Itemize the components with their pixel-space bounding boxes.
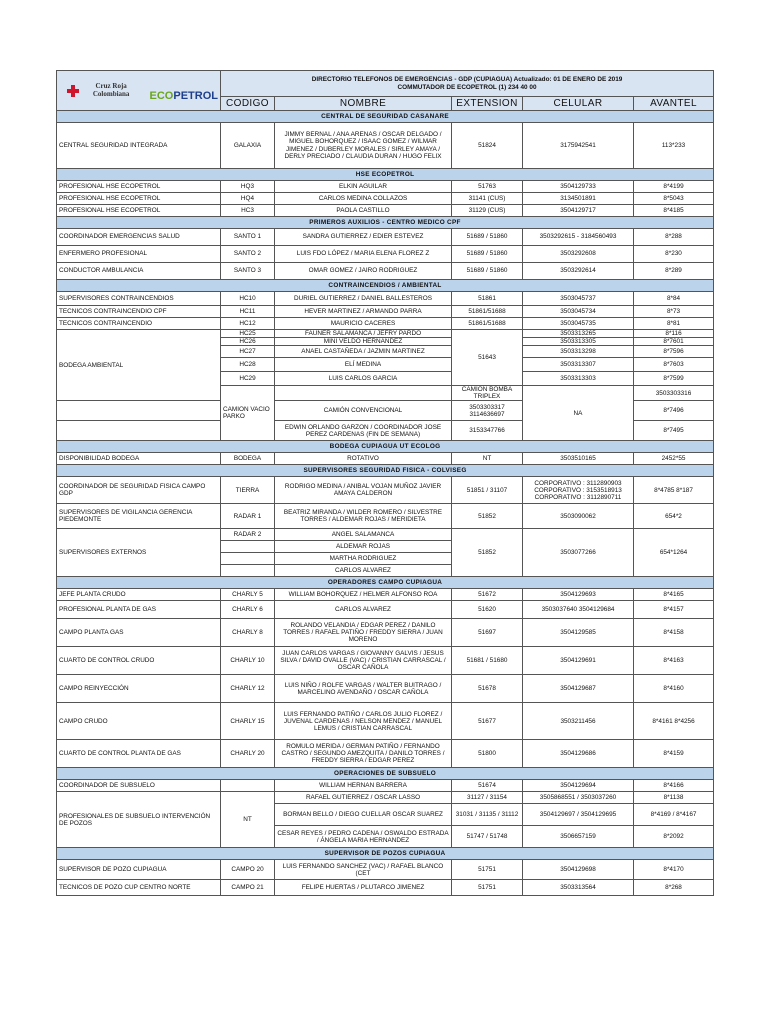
- table-row: [57, 601, 714, 619]
- avantel-cell: 2452*55: [634, 453, 714, 465]
- area-cell: SUPERVISORES DE VIGILANCIA GERENCIA PIEDEMONTE: [57, 504, 221, 529]
- table-row: [57, 860, 714, 880]
- name-cell: LUIS CARLOS GARCIA: [275, 372, 452, 386]
- extension-cell: NA: [523, 386, 634, 441]
- extension-cell: 51763: [452, 181, 523, 193]
- table-row: [57, 477, 714, 504]
- section-title: BODEGA CUPIAGUA UT ECOLOG: [57, 441, 714, 453]
- section-header: [57, 111, 714, 123]
- section-title: OPERACIONES DE SUBSUELO: [57, 768, 714, 780]
- extension-cell: 51824: [452, 123, 523, 169]
- code-cell: CAMPO 21: [221, 880, 275, 896]
- avantel-cell: 654*1264: [634, 529, 714, 577]
- celular-cell: 3505868551 / 3503037260: [523, 792, 634, 804]
- code-cell: CHARLY 12: [221, 675, 275, 703]
- section-header: [57, 848, 714, 860]
- celular-cell: 3503077266: [523, 529, 634, 577]
- celular-cell: CORPORATIVO : 3112890903 CORPORATIVO : 3153518913 CORPORATIVO : 3112890711: [523, 477, 634, 504]
- area-cell: CAMPO CRUDO: [57, 703, 221, 740]
- avantel-cell: 8*4157: [634, 601, 714, 619]
- table-row: [57, 675, 714, 703]
- avantel-cell: 8*4170: [634, 860, 714, 880]
- code-cell: SANTO 1: [221, 229, 275, 246]
- celular-cell: 3175942541: [523, 123, 634, 169]
- name-cell: LUIS NIÑO / ROLFE VARGAS / WALTER BUITRAGO / MARCELINO AVENDAÑO / OSCAR CAÑOLA: [275, 675, 452, 703]
- table-row: [57, 589, 714, 601]
- extension-cell: 51861/51688: [452, 318, 523, 330]
- avantel-cell: 8*81: [634, 318, 714, 330]
- name-cell: RODRIGO MEDINA / ANIBAL VOJAN MUÑOZ JAVIER AMAYA CALDERON: [275, 477, 452, 504]
- code-cell: CHARLY 20: [221, 740, 275, 768]
- extension-cell: 51751: [452, 860, 523, 880]
- avantel-cell: 8*84: [634, 292, 714, 306]
- extension-cell: 51800: [452, 740, 523, 768]
- extension-cell: 51852: [452, 504, 523, 529]
- name-cell: PAOLA CASTILLO: [275, 205, 452, 217]
- directory-title: DIRECTORIO TELEFONOS DE EMERGENCIAS - GDP (CUPIAGUA) Actualizado: 01 DE ENERO DE 2019 COMMUTADOR DE ECOPETROL (1) 234 40 00: [221, 71, 714, 97]
- extension-cell: 51677: [452, 703, 523, 740]
- code-cell: GALAXIA: [221, 123, 275, 169]
- celular-cell: 3506657159: [523, 826, 634, 848]
- name-cell: FELIPE HUERTAS / PLUTARCO JIMENEZ: [275, 880, 452, 896]
- name-cell: JUAN CARLOS VARGAS / GIOVANNY GALVIS / JESUS SILVA / DAVID OVALLE (VAC) / CRISTIAN CARRASCAL / OSCAR CAÑOLA: [275, 647, 452, 675]
- code-cell: CHARLY 5: [221, 589, 275, 601]
- code-cell: HC25: [221, 330, 275, 338]
- table-row: [57, 318, 714, 330]
- extension-cell: 51751: [452, 880, 523, 896]
- area-cell: PROFESIONAL HSE ECOPETROL: [57, 181, 221, 193]
- code-cell: SANTO 2: [221, 246, 275, 263]
- area-cell: CUARTO DE CONTROL CRUDO: [57, 647, 221, 675]
- celular-cell: 3153347766: [452, 421, 523, 441]
- cruz-roja-logo-text: Cruz Roja Colombiana: [92, 81, 130, 98]
- section-title: HSE ECOPETROL: [57, 169, 714, 181]
- code-cell: HC12: [221, 318, 275, 330]
- logo-cell: [57, 71, 221, 111]
- code-cell: CHARLY 6: [221, 601, 275, 619]
- avantel-cell: 8*73: [634, 306, 714, 318]
- ecopetrol-logo: ECOPETROL: [149, 90, 218, 103]
- code-cell: [57, 421, 221, 441]
- table-row: [57, 703, 714, 740]
- code-cell: HQ4: [221, 193, 275, 205]
- code-cell: NT: [221, 792, 275, 848]
- extension-cell: 51620: [452, 601, 523, 619]
- area-cell: CENTRAL SEGURIDAD INTEGRADA: [57, 123, 221, 169]
- code-cell: [57, 401, 221, 421]
- area-cell: PROFESIONALES DE SUBSUELO INTERVENCIÓN DE POZOS: [57, 792, 221, 848]
- table-row: [57, 181, 714, 193]
- extension-cell: 51697: [452, 619, 523, 647]
- celular-cell: 3503292615 - 3184560493: [523, 229, 634, 246]
- code-cell: SANTO 3: [221, 263, 275, 280]
- section-header: [57, 465, 714, 477]
- name-cell: LUIS FERNANDO SANCHEZ (VAC) / RAFAEL BLANCO (CET: [275, 860, 452, 880]
- avantel-cell: 8*7599: [634, 372, 714, 386]
- name-cell: SANDRA GUTIERREZ / EDIER ESTEVEZ: [275, 229, 452, 246]
- section-title: CONTRAINCENDIOS / AMBIENTAL: [57, 280, 714, 292]
- extension-cell: 51681 / 51680: [452, 647, 523, 675]
- area-cell: CAMPO PLANTA GAS: [57, 619, 221, 647]
- code-cell: HC3: [221, 205, 275, 217]
- avantel-cell: 8*4185: [634, 205, 714, 217]
- extension-cell: 51861/51688: [452, 306, 523, 318]
- celular-cell: 3503313307: [523, 358, 634, 372]
- section-title: SUPERVISORES SEGURIDAD FISICA - COLVISEG: [57, 465, 714, 477]
- name-cell: JIMMY BERNAL / ANA ARENAS / OSCAR DELGADO / MIGUEL BOHORQUEZ / ISAAC GOMEZ / WILMAR JIMENEZ / DUBERLEY MORALES / SIRLEY AMAYA / DERLY PRECIADO / CLAUDIA DURAN / HUGO FELIX: [275, 123, 452, 169]
- celular-cell: 3503303316: [634, 386, 714, 401]
- name-cell: BEATRIZ MIRANDA / WILDER ROMERO / SILVESTRE TORRES / ALDEMAR ROJAS / MERIDIETA: [275, 504, 452, 529]
- col-extension: EXTENSION: [452, 97, 523, 111]
- area-cell: SUPERVISORES EXTERNOS: [57, 529, 221, 577]
- name-cell: ROMULO MERIDA / GERMAN PATIÑO / FERNANDO CASTRO / SEGUNDO AMEZQUITA / DANILO TORRES / FREDDY SIERRA / EDGAR PEREZ: [275, 740, 452, 768]
- name-cell: RAFAEL GUTIERREZ / OSCAR LASSO: [275, 792, 452, 804]
- extension-cell: 51689 / 51860: [452, 263, 523, 280]
- area-cell: BODEGA AMBIENTAL: [57, 330, 221, 401]
- area-cell: TECNICOS DE POZO CUP CENTRO NORTE: [57, 880, 221, 896]
- celular-cell: 3504129691: [523, 647, 634, 675]
- avantel-cell: 654*2: [634, 504, 714, 529]
- name-cell: MINI VELDO HERNANDEZ: [275, 338, 452, 346]
- avantel-cell: 8*4158: [634, 619, 714, 647]
- celular-cell: 3503313303: [523, 372, 634, 386]
- name-cell: ROTATIVO: [275, 453, 452, 465]
- code-cell: HC27: [221, 346, 275, 358]
- avantel-cell: 8*4199: [634, 181, 714, 193]
- code-cell: TIERRA: [221, 477, 275, 504]
- directory-table: [56, 70, 714, 896]
- table-row: [57, 647, 714, 675]
- table-row: [57, 292, 714, 306]
- avantel-cell: 8*4161 8*4256: [634, 703, 714, 740]
- avantel-cell: 8*7603: [634, 358, 714, 372]
- name-cell: LUIS FERNANDO PATIÑO / CARLOS JULIO FLOREZ / JUVENAL CARDENAS / NELSON MENDEZ / MANUEL LEMUS / CRISTIAN CARRASCAL: [275, 703, 452, 740]
- avantel-cell: 8*116: [634, 330, 714, 338]
- name-cell: FAUNER SALAMANCA / JEFRY PARDO: [275, 330, 452, 338]
- celular-cell: 3503045734: [523, 306, 634, 318]
- avantel-cell: 8*4169 / 8*4167: [634, 804, 714, 826]
- name-cell: CARLOS ALVAREZ: [275, 565, 452, 577]
- area-cell: TECNICOS CONTRAINCENDIO CPF: [57, 306, 221, 318]
- code-cell: [221, 541, 275, 553]
- table-row: [57, 740, 714, 768]
- section-header: [57, 577, 714, 589]
- col-avantel: AVANTEL: [634, 97, 714, 111]
- avantel-cell: 8*4165: [634, 589, 714, 601]
- extension-cell: 51861: [452, 292, 523, 306]
- extension-cell: 51689 / 51860: [452, 229, 523, 246]
- avantel-cell: 8*4785 8*187: [634, 477, 714, 504]
- area-cell: COORDINADOR DE SUBSUELO: [57, 780, 221, 792]
- avantel-cell: 8*288: [634, 229, 714, 246]
- name-cell: ANAEL CASTAÑEDA / JAZMIN MARTINEZ: [275, 346, 452, 358]
- title-row: [57, 71, 714, 97]
- area-cell: PROFESIONAL PLANTA DE GAS: [57, 601, 221, 619]
- avantel-cell: 8*5043: [634, 193, 714, 205]
- celular-cell: 3504129694: [523, 780, 634, 792]
- code-cell: CAMPO 20: [221, 860, 275, 880]
- code-cell: [221, 780, 275, 792]
- name-cell: CARLOS MEDINA COLLAZOS: [275, 193, 452, 205]
- celular-cell: 3503313564: [523, 880, 634, 896]
- celular-cell: 3503313265: [523, 330, 634, 338]
- area-cell: COORDINADOR DE SEGURIDAD FISICA CAMPO GDP: [57, 477, 221, 504]
- code-cell: HC28: [221, 358, 275, 372]
- avantel-cell: 8*4159: [634, 740, 714, 768]
- table-row: [57, 504, 714, 529]
- avantel-cell: 8*4166: [634, 780, 714, 792]
- code-cell: BODEGA: [221, 453, 275, 465]
- name-cell: BORMAN BELLO / DIEGO CUELLAR OSCAR SUAREZ: [275, 804, 452, 826]
- section-title: PRIMEROS AUXILIOS - CENTRO MEDICO CPF: [57, 217, 714, 229]
- name-cell: CARLOS ALVAREZ: [275, 601, 452, 619]
- celular-cell: 3503211456: [523, 703, 634, 740]
- avantel-cell: 8*289: [634, 263, 714, 280]
- code-cell: HC26: [221, 338, 275, 346]
- celular-cell: 3504129733: [523, 181, 634, 193]
- section-header: [57, 441, 714, 453]
- code-cell: [221, 565, 275, 577]
- area-cell: CONDUCTOR AMBULANCIA: [57, 263, 221, 280]
- table-row: [57, 792, 714, 804]
- table-row: [57, 123, 714, 169]
- name-cell: ELKIN AGUILAR: [275, 181, 452, 193]
- avantel-cell: 113*233: [634, 123, 714, 169]
- area-cell: TECNICOS CONTRAINCENDIO: [57, 318, 221, 330]
- name-cell: ROLANDO VELANDIA / EDGAR PEREZ / DANILO TORRES / RAFAEL PATIÑO / FREDDY SIERRA / JUAN MORENO: [275, 619, 452, 647]
- table-row: [57, 263, 714, 280]
- code-cell: [221, 553, 275, 565]
- table-row: [57, 330, 714, 338]
- table-row: [57, 880, 714, 896]
- section-header: [57, 280, 714, 292]
- section-header: [57, 217, 714, 229]
- col-celular: CELULAR: [523, 97, 634, 111]
- avantel-cell: 8*7601: [634, 338, 714, 346]
- extension-cell: 51851 / 31107: [452, 477, 523, 504]
- table-row: [57, 229, 714, 246]
- area-cell: SUPERVISOR DE POZO CUPIAGUA: [57, 860, 221, 880]
- name-cell: CAMIÓN CONVENCIONAL: [275, 401, 452, 421]
- name-cell: OMAR GOMEZ / JAIRO RODRIGUEZ: [275, 263, 452, 280]
- code-cell: CHARLY 10: [221, 647, 275, 675]
- celular-cell: 3504129687: [523, 675, 634, 703]
- table-row: [57, 193, 714, 205]
- name-cell: WILLIAM BOHORQUEZ / HELMER ALFONSO ROA: [275, 589, 452, 601]
- col-nombre: NOMBRE: [275, 97, 452, 111]
- avantel-cell: 8*4163: [634, 647, 714, 675]
- section-title: CENTRAL DE SEGURIDAD CASANARE: [57, 111, 714, 123]
- code-cell: CHARLY 15: [221, 703, 275, 740]
- avantel-cell: 8*7496: [634, 401, 714, 421]
- avantel-cell: 8*7495: [634, 421, 714, 441]
- section-title: SUPERVISOR DE POZOS CUPIAGUA: [57, 848, 714, 860]
- area-cell: CUARTO DE CONTROL PLANTA DE GAS: [57, 740, 221, 768]
- table-row: [57, 529, 714, 541]
- table-row: [57, 619, 714, 647]
- celular-cell: 3504129585: [523, 619, 634, 647]
- avantel-cell: 8*4160: [634, 675, 714, 703]
- name-cell: MARTHA RODRIGUEZ: [275, 553, 452, 565]
- code-cell: HC29: [221, 372, 275, 386]
- section-header: [57, 768, 714, 780]
- celular-cell: 3503313305: [523, 338, 634, 346]
- area-cell: ENFERMERO PROFESIONAL: [57, 246, 221, 263]
- table-row: [57, 780, 714, 792]
- avantel-cell: 8*7596: [634, 346, 714, 358]
- section-header: [57, 169, 714, 181]
- area-cell: PROFESIONAL HSE ECOPETROL: [57, 205, 221, 217]
- code-cell: [275, 386, 452, 401]
- celular-cell: 3503313298: [523, 346, 634, 358]
- name-cell: ANGEL SALAMANCA: [275, 529, 452, 541]
- area-cell: PROFESIONAL HSE ECOPETROL: [57, 193, 221, 205]
- celular-cell: 3504129697 / 3504129695: [523, 804, 634, 826]
- celular-cell: 3503292608: [523, 246, 634, 263]
- extension-cell: NT: [452, 453, 523, 465]
- celular-cell: 3504129717: [523, 205, 634, 217]
- code-cell: HC10: [221, 292, 275, 306]
- celular-cell: 3503090062: [523, 504, 634, 529]
- name-cell: ELÍ MEDINA: [275, 358, 452, 372]
- extension-cell: 31031 / 31135 / 31112: [452, 804, 523, 826]
- extension-cell: 51689 / 51860: [452, 246, 523, 263]
- col-codigo: CODIGO: [221, 97, 275, 111]
- area-cell: COORDINADOR EMERGENCIAS SALUD: [57, 229, 221, 246]
- section-title: OPERADORES CAMPO CUPIAGUA: [57, 577, 714, 589]
- celular-cell: 3503510165: [523, 453, 634, 465]
- code-cell: CHARLY 8: [221, 619, 275, 647]
- celular-cell: 3504129686: [523, 740, 634, 768]
- celular-cell: 3504129698: [523, 860, 634, 880]
- extension-cell: 51672: [452, 589, 523, 601]
- celular-cell: 3503045735: [523, 318, 634, 330]
- extension-cell: 31127 / 31154: [452, 792, 523, 804]
- name-cell: CAMIÓN BOMBA TRIPLEX: [452, 386, 523, 401]
- celular-cell: 3503303317 3114636697: [452, 401, 523, 421]
- code-cell: RADAR 1: [221, 504, 275, 529]
- name-cell: CESAR REYES / PEDRO CADENA / OSWALDO ESTRADA / ÁNGELA MARIA HERNANDEZ: [275, 826, 452, 848]
- name-cell: LUIS FDO LÓPEZ / MARIA ELENA FLOREZ Z: [275, 246, 452, 263]
- extension-cell: 51674: [452, 780, 523, 792]
- area-cell: JEFE PLANTA CRUDO: [57, 589, 221, 601]
- directory-sheet: [56, 70, 713, 896]
- name-cell: DURIEL GUTIERREZ / DANIEL BALLESTEROS: [275, 292, 452, 306]
- avantel-cell: 8*2092: [634, 826, 714, 848]
- name-cell: WILLIAM HERNAN BARRERA: [275, 780, 452, 792]
- celular-cell: 3134501891: [523, 193, 634, 205]
- celular-cell: 3504129693: [523, 589, 634, 601]
- extension-cell: 51747 / 51748: [452, 826, 523, 848]
- avantel-cell: 8*268: [634, 880, 714, 896]
- code-cell: HQ3: [221, 181, 275, 193]
- area-cell: CAMPO REINYECCIÓN: [57, 675, 221, 703]
- name-cell: HEVER MARTINEZ / ARMANDO PARRA: [275, 306, 452, 318]
- code-cell: HC11: [221, 306, 275, 318]
- table-row: [57, 306, 714, 318]
- avantel-cell: 8*1138: [634, 792, 714, 804]
- table-row: [57, 246, 714, 263]
- celular-cell: 3503292614: [523, 263, 634, 280]
- extension-cell: 51643: [452, 330, 523, 386]
- code-cell: RADAR 2: [221, 529, 275, 541]
- name-cell: EDWIN ORLANDO GARZON / COORDINADOR JOSE PEREZ CARDENAS (FIN DE SEMANA): [275, 421, 452, 441]
- area-cell: DISPONIBILIDAD BODEGA: [57, 453, 221, 465]
- name-cell: MAURICIO CACERES: [275, 318, 452, 330]
- red-cross-icon: [67, 85, 77, 97]
- celular-cell: 3503045737: [523, 292, 634, 306]
- table-row: [57, 205, 714, 217]
- extension-cell: 31129 (CUS): [452, 205, 523, 217]
- area-cell: CAMION VACIO PARKO: [221, 386, 275, 441]
- extension-cell: 31141 (CUS): [452, 193, 523, 205]
- extension-cell: 51852: [452, 529, 523, 577]
- celular-cell: 3503037640 3504129684: [523, 601, 634, 619]
- area-cell: SUPERVISORES CONTRAINCENDIOS: [57, 292, 221, 306]
- avantel-cell: 8*230: [634, 246, 714, 263]
- name-cell: ALDEMAR ROJAS: [275, 541, 452, 553]
- extension-cell: 51678: [452, 675, 523, 703]
- table-row: [57, 453, 714, 465]
